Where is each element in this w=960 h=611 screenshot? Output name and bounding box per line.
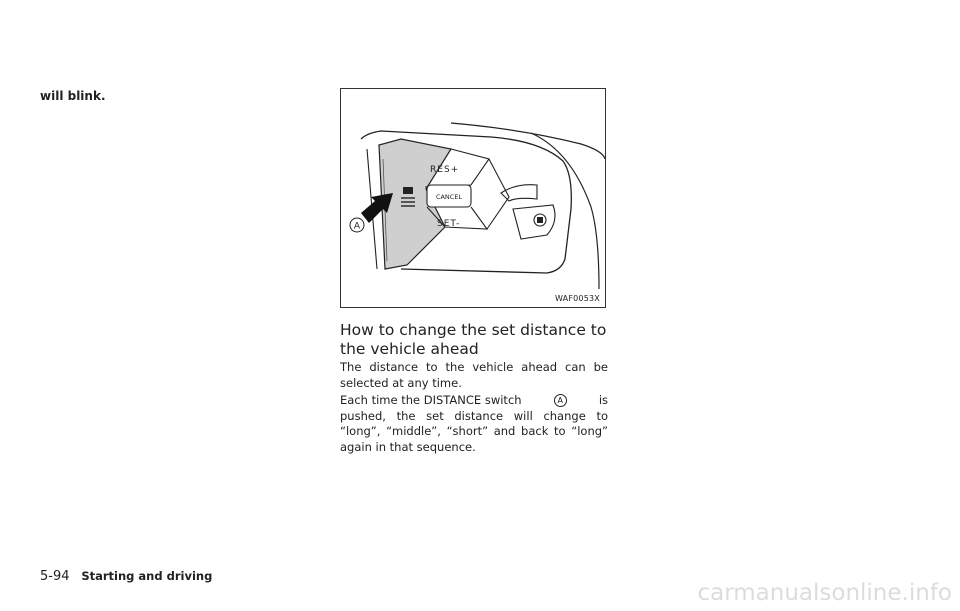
distance-switch-symbol: A [554,394,567,407]
callout-label: A [353,221,361,232]
footer-section-title: Starting and driving [81,569,213,583]
page-number: 5-94 [40,569,70,584]
steering-switch-figure [340,88,606,308]
paragraph-2-is: is [598,393,608,407]
res-label: RES+ [430,165,460,175]
watermark: carmanualsonline.info [697,580,952,606]
paragraph-2-first-line [340,393,608,409]
page-footer [40,569,212,584]
lead-text: will blink. [40,89,106,103]
paragraph-2-rest: pushed, the set distance will change to “long”, “middle”, “short” and back to “long” again in that sequence. [340,408,608,454]
figure-code: WAF0053X [555,294,600,303]
steering-switch-illustration [341,89,605,307]
section-heading: How to change the set distance to the vehicle ahead [340,321,607,358]
cancel-label: CANCEL [435,193,463,201]
paragraph-2-start: Each time the DISTANCE switch [340,393,522,407]
paragraph-2 [340,393,608,455]
paragraph-1: The distance to the vehicle ahead can be selected at any time. [340,360,608,390]
set-label: SET- [437,219,461,229]
